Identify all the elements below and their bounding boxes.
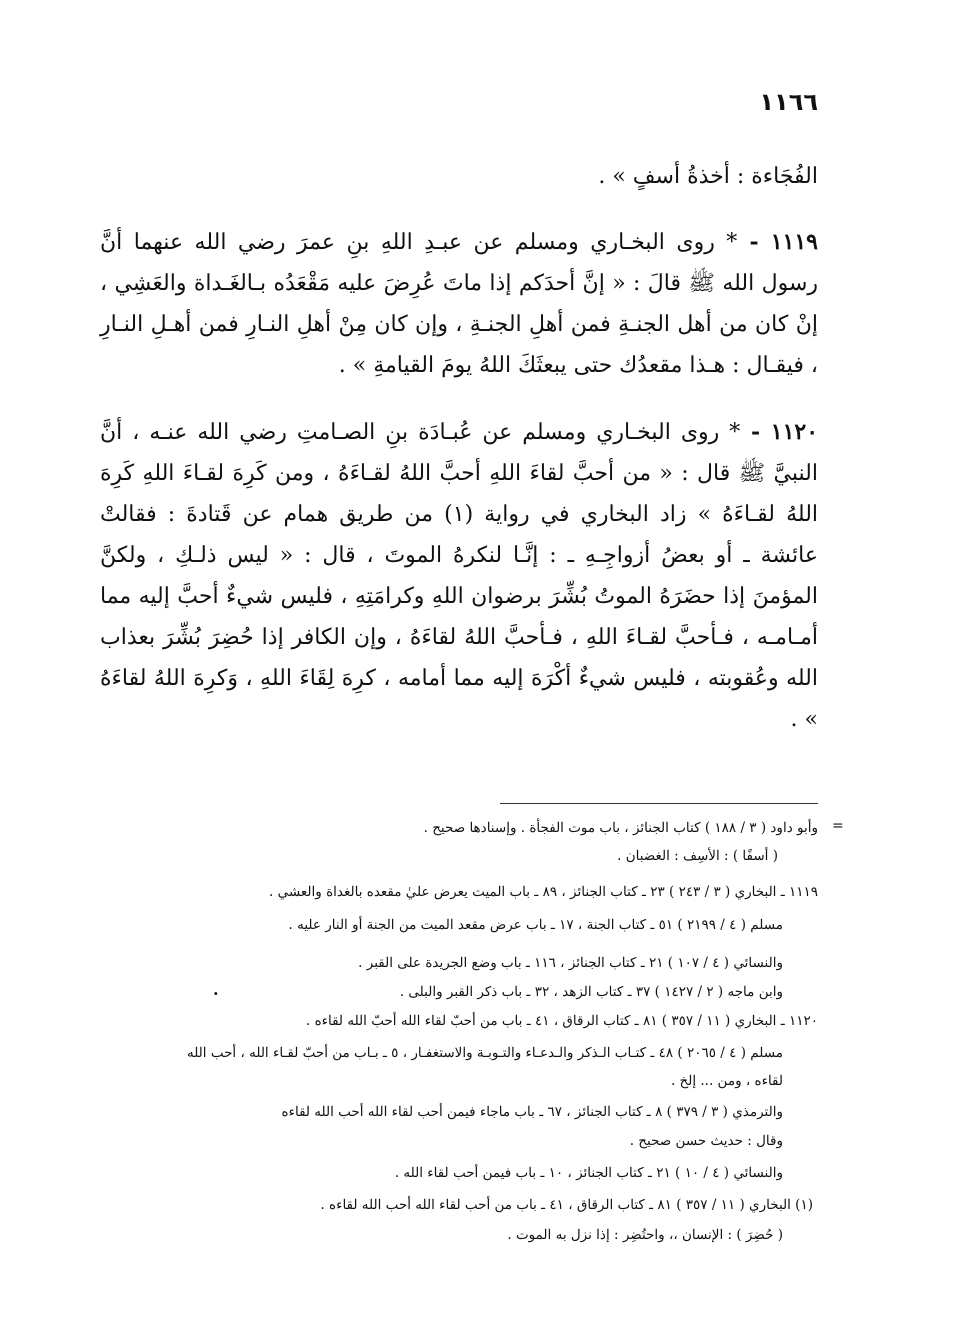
hadith-1119-paragraph <box>100 222 818 386</box>
footnote-line: مسلم ( ٤ / ٢٠٦٥ ) ٤٨ ـ كتـاب الـذكر والـدعـاء والتـوبـة والاستغفـار ، ٥ ـ بـاب من أحبّ لقـاء الله ، أحب الله <box>186 1045 783 1061</box>
hadith-1120-paragraph <box>100 412 818 740</box>
footnote-line: وابن ماجه ( ٢ / ١٤٢٧ ) ٣٧ ـ كتاب الزهد ، ٣٢ ـ باب ذكر القبر والبلى . <box>399 984 783 1000</box>
intro-paragraph: الفُجَاءة : أخذةُ أسفٍ » . <box>598 164 818 189</box>
footnote-line: والنسائي ( ٤ / ١٠٧ ) ٢١ ـ كتاب الجنائز ، ١١٦ ـ باب وضع الجريدة على القبر . <box>358 955 783 971</box>
footnote-line: والنسائي ( ٤ / ١٠ ) ٢١ ـ كتاب الجنائز ، ١٠ ـ باب فيمن أحب لقاء الله . <box>394 1165 783 1181</box>
hadith-text: * روى البخـاري ومسلم عن عُبـادَة بنِ الصـامتِ رضي الله عنـه ، أنَّ النبيَّ ﷺ قال : « من أحبَّ لقاءَ اللهِ أحبَّ اللهُ لقـاءَهُ ، ومن كَرِهَ لقـاءَ اللهِ كَرِهَ اللهُ لقـاءَهُ » زاد البخاري في رواية (١) من طريق همام عن قَتادةَ : فقالتْ عائشة ـ أو بعضُ أزواجِـهِ ـ : إنَّـا لنكرهُ الموتَ ، قال : « ليس ذلـكِ ، ولكنَّ المؤمنَ إذا حضَرَهُ الموتُ بُشِّرَ برضوان اللهِ وكرامَتِهِ ، فليس شيءٌ أحبَّ إليه مما أمـامـه ، فـأحبَّ لقـاءَ اللهِ ، فـأحبَّ اللهُ لقاءَهُ ، وإن الكافر إذا حُضِرَ بُشِّرَ بعذاب الله وعُقوبته ، فليس شيءٌ أكْرَهَ إليه مما أمامه ، كرِهَ لِقَاءَ اللهِ ، وَكرِهَ اللهُ لقاءَهُ » . <box>100 420 819 732</box>
stray-dot-mark: . <box>213 980 219 999</box>
continuation-mark: = <box>832 818 844 834</box>
hadith-number: ١١١٩ - <box>737 229 818 255</box>
footnote-line: مسلم ( ٤ / ٢١٩٩ ) ٥١ ـ كتاب الجنة ، ١٧ ـ باب عرض مقعد الميت من الجنة أو النار عليه . <box>288 917 783 933</box>
footnote-line: لقاءه ، ومن ... إلخ . <box>670 1073 783 1089</box>
footnote-line: وقال : حديث حسن صحيح . <box>629 1133 783 1149</box>
footnote-line: وأبو داود ( ٣ / ١٨٨ ) كتاب الجنائز ، باب موت الفجأة . وإسنادها صحيح . <box>423 820 818 836</box>
footnote-line: ١١٢٠ ـ البخاري ( ١١ / ٣٥٧ ) ٨١ ـ كتاب الرقاق ، ٤١ ـ باب من أحبّ لقاء الله أحبّ الله لقاءه . <box>305 1013 818 1029</box>
hadith-number: ١١٢٠ - <box>740 419 819 445</box>
footnote-line: ١١١٩ ـ البخاري ( ٣ / ٢٤٣ ) ٢٣ ـ كتاب الجنائز ، ٨٩ ـ باب الميت يعرض عليٰ مقعده بالغداة والعشي . <box>269 884 818 900</box>
footnote-line: والترمذي ( ٣ / ٣٧٩ ) ٨ ـ كتاب الجنائز ، ٦٧ ـ باب ماجاء فيمن أحب لقاء الله أحب الله لقاءه <box>281 1104 783 1120</box>
footnote-divider <box>500 803 818 804</box>
page-number: ١١٦٦ <box>759 88 818 116</box>
hadith-text: * روى البخـاري ومسلم عن عبـدِ اللهِ بنِ عمرَ رضي الله عنهما أنَّ رسول الله ﷺ قالَ : « إنَّ أحدَكم إذا ماتَ عُرِضَ عليه مَقْعَدُه بـالغَـداة والعَشِي ، إنْ كان من أهل الجنـةِ فمن أهلِ الجنـةِ ، وإن كان مِنْ أهلِ النـارِ فمن أهـلِ النـارِ ، فيقـال : هـذا مقعدُك حتى يبعثَكَ اللهُ يومَ القيامةِ » . <box>100 230 818 378</box>
footnote-line: ( أسفًا ) : الأسِف : الغضبان . <box>617 848 778 864</box>
footnote-line: (١) البخاري ( ١١ / ٣٥٧ ) ٨١ ـ كتاب الرقاق ، ٤١ ـ باب من أحب لقاء الله أحب الله لقاءه . <box>320 1197 813 1213</box>
footnote-line: ( حُضِرَ ) : الإنسان ،، واحتُضِر : إذا نزل به الموت . <box>507 1227 783 1243</box>
